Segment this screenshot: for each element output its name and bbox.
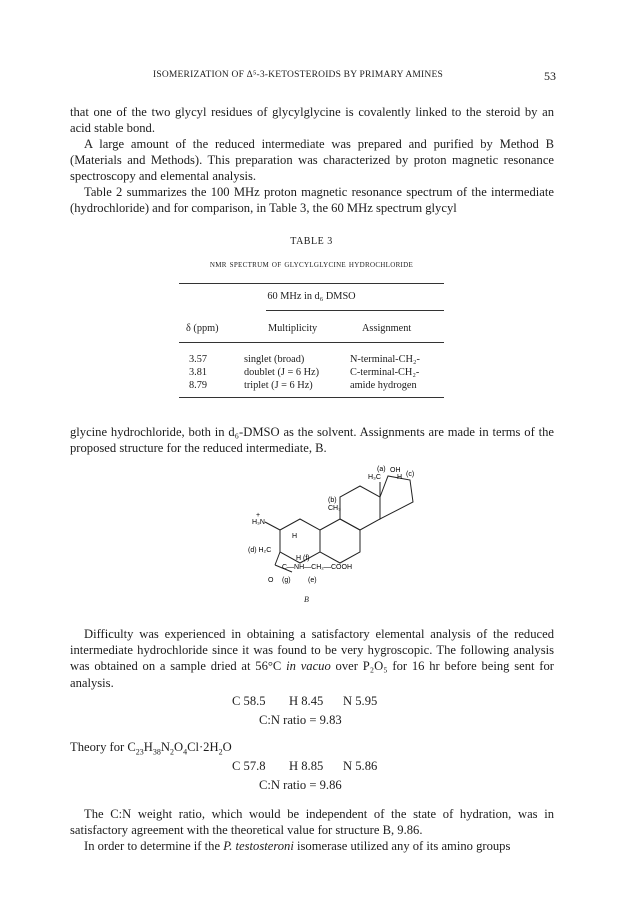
- theory-hydrogen: H 8.85: [289, 759, 324, 773]
- theory-nitrogen: N 5.86: [343, 759, 378, 773]
- structure-label: B: [304, 595, 309, 604]
- paragraph-analysis-difficulty: [70, 626, 554, 691]
- table-row-2-multiplicity: doublet (J = 6 Hz): [244, 367, 320, 378]
- table-col-multiplicity: Multiplicity: [268, 323, 318, 334]
- label-chain: C—NH—CH₂—COOH: [282, 564, 352, 571]
- paragraph-continuation: that one of the two glycyl residues of glycylglycine is covalently linked to the steroid by an acid stable bond.: [70, 105, 554, 136]
- label-o: O: [268, 577, 274, 584]
- label-b-group: CH₃: [328, 505, 341, 512]
- paragraph-cn-ratio: The C:N weight ratio, which would be independent of the state of hydration, was in satisfactory agreement with the theoretical value for structure B, 9.86.: [70, 807, 554, 838]
- paragraph-table-summary-start: Table 2 summarizes the 100 MHz proton magnetic resonance spectrum of the intermediate (hydrochloride) and for comparison, in Table 3, the 60 MHz spectrum glycyl: [70, 185, 554, 216]
- label-h: H: [397, 474, 403, 481]
- table-bottom-rule: [179, 397, 444, 398]
- p7-text-a: In order to determine if the: [84, 839, 224, 853]
- p5-text-b: over P₂O₅ for 16 hr before being sent for analysis.: [70, 659, 554, 690]
- table-top-rule: [179, 283, 444, 284]
- table-row-3-shift: 8.79: [189, 380, 208, 391]
- table-row-3-assignment: amide hydrogen: [350, 380, 417, 391]
- paragraph-table-summary-end: glycine hydrochloride, both in d₆-DMSO as the solvent. Assignments are made in terms of the proposed structure for the reduced intermediate, B.: [70, 425, 554, 456]
- table-col-assignment: Assignment: [362, 323, 412, 334]
- table-row-1-shift: 3.57: [189, 354, 208, 365]
- table-group-header: 60 MHz in d₆ DMSO: [267, 291, 356, 302]
- found-nitrogen: N 5.95: [343, 694, 378, 708]
- structure-diagram: [220, 462, 420, 597]
- label-f: H (f): [296, 555, 310, 562]
- found-ratio: C:N ratio = 9.83: [259, 713, 342, 727]
- label-a-group: H₃C: [368, 474, 381, 481]
- p5-text-a: Difficulty was experienced in obtaining a satisfactory elemental analysis of the reduced intermediate hydrochloride since it was found to be very hygroscopic. The following analysis was obtained on a sample dried at 56°C: [70, 627, 554, 674]
- paragraph-intermediate-prep: A large amount of the reduced intermediate was prepared and purified by Method B (Materials and Methods). This preparation was characterized by proton magnetic resonance spectroscopy and elemental analysis.: [70, 137, 554, 184]
- label-h2: H: [292, 533, 298, 540]
- table-header-rule: [179, 342, 444, 343]
- p7-text-b: isomerase utilized any of its amino groups: [293, 839, 511, 853]
- p5-italic: in vacuo: [286, 659, 331, 674]
- theory-ratio: C:N ratio = 9.86: [259, 778, 342, 792]
- label-c: (c): [406, 471, 415, 478]
- label-a: (a): [377, 466, 386, 473]
- label-oh: OH: [390, 467, 401, 474]
- header-title: ISOMERIZATION OF Δ⁵-3-KETOSTEROIDS BY PRIMARY AMINES: [153, 70, 443, 80]
- table-number: TABLE 3: [290, 236, 333, 247]
- p7-italic: P. testosteroni: [223, 839, 294, 853]
- steroid-structure-svg: [220, 462, 420, 597]
- table-row-2-shift: 3.81: [189, 367, 208, 378]
- label-d: (d) H₂C: [248, 547, 272, 554]
- label-h3n: H₃N: [252, 519, 265, 526]
- theory-carbon: C 57.8: [232, 759, 266, 773]
- label-e: (e): [308, 577, 317, 584]
- theory-label: Theory for $C_{23}H_{38}N_2O_4Cl\cdot 2H_2O$: [70, 740, 232, 757]
- table-col-shift: δ (ppm): [186, 323, 219, 334]
- table-row-3-multiplicity: triplet (J = 6 Hz): [244, 380, 313, 391]
- found-hydrogen: H 8.45: [289, 694, 324, 708]
- table-row-1-multiplicity: singlet (broad): [244, 354, 305, 365]
- label-g: (g): [282, 577, 291, 584]
- ring-bonds: [265, 476, 413, 572]
- table-caption: [0, 259, 623, 270]
- table-group-rule: [266, 310, 444, 311]
- running-header: [70, 70, 556, 86]
- table-row-2-assignment: C-terminal-CH₂-: [350, 367, 420, 378]
- page-number: 53: [544, 69, 556, 83]
- paragraph-isomerase: [70, 838, 554, 854]
- table-row-1-assignment: N-terminal-CH₂-: [350, 354, 420, 365]
- label-plus: +: [256, 512, 261, 519]
- table-caption-text: nmr spectrum of glycylglycine hydrochloride: [209, 259, 414, 270]
- label-b: (b): [328, 497, 337, 504]
- found-carbon: C 58.5: [232, 694, 266, 708]
